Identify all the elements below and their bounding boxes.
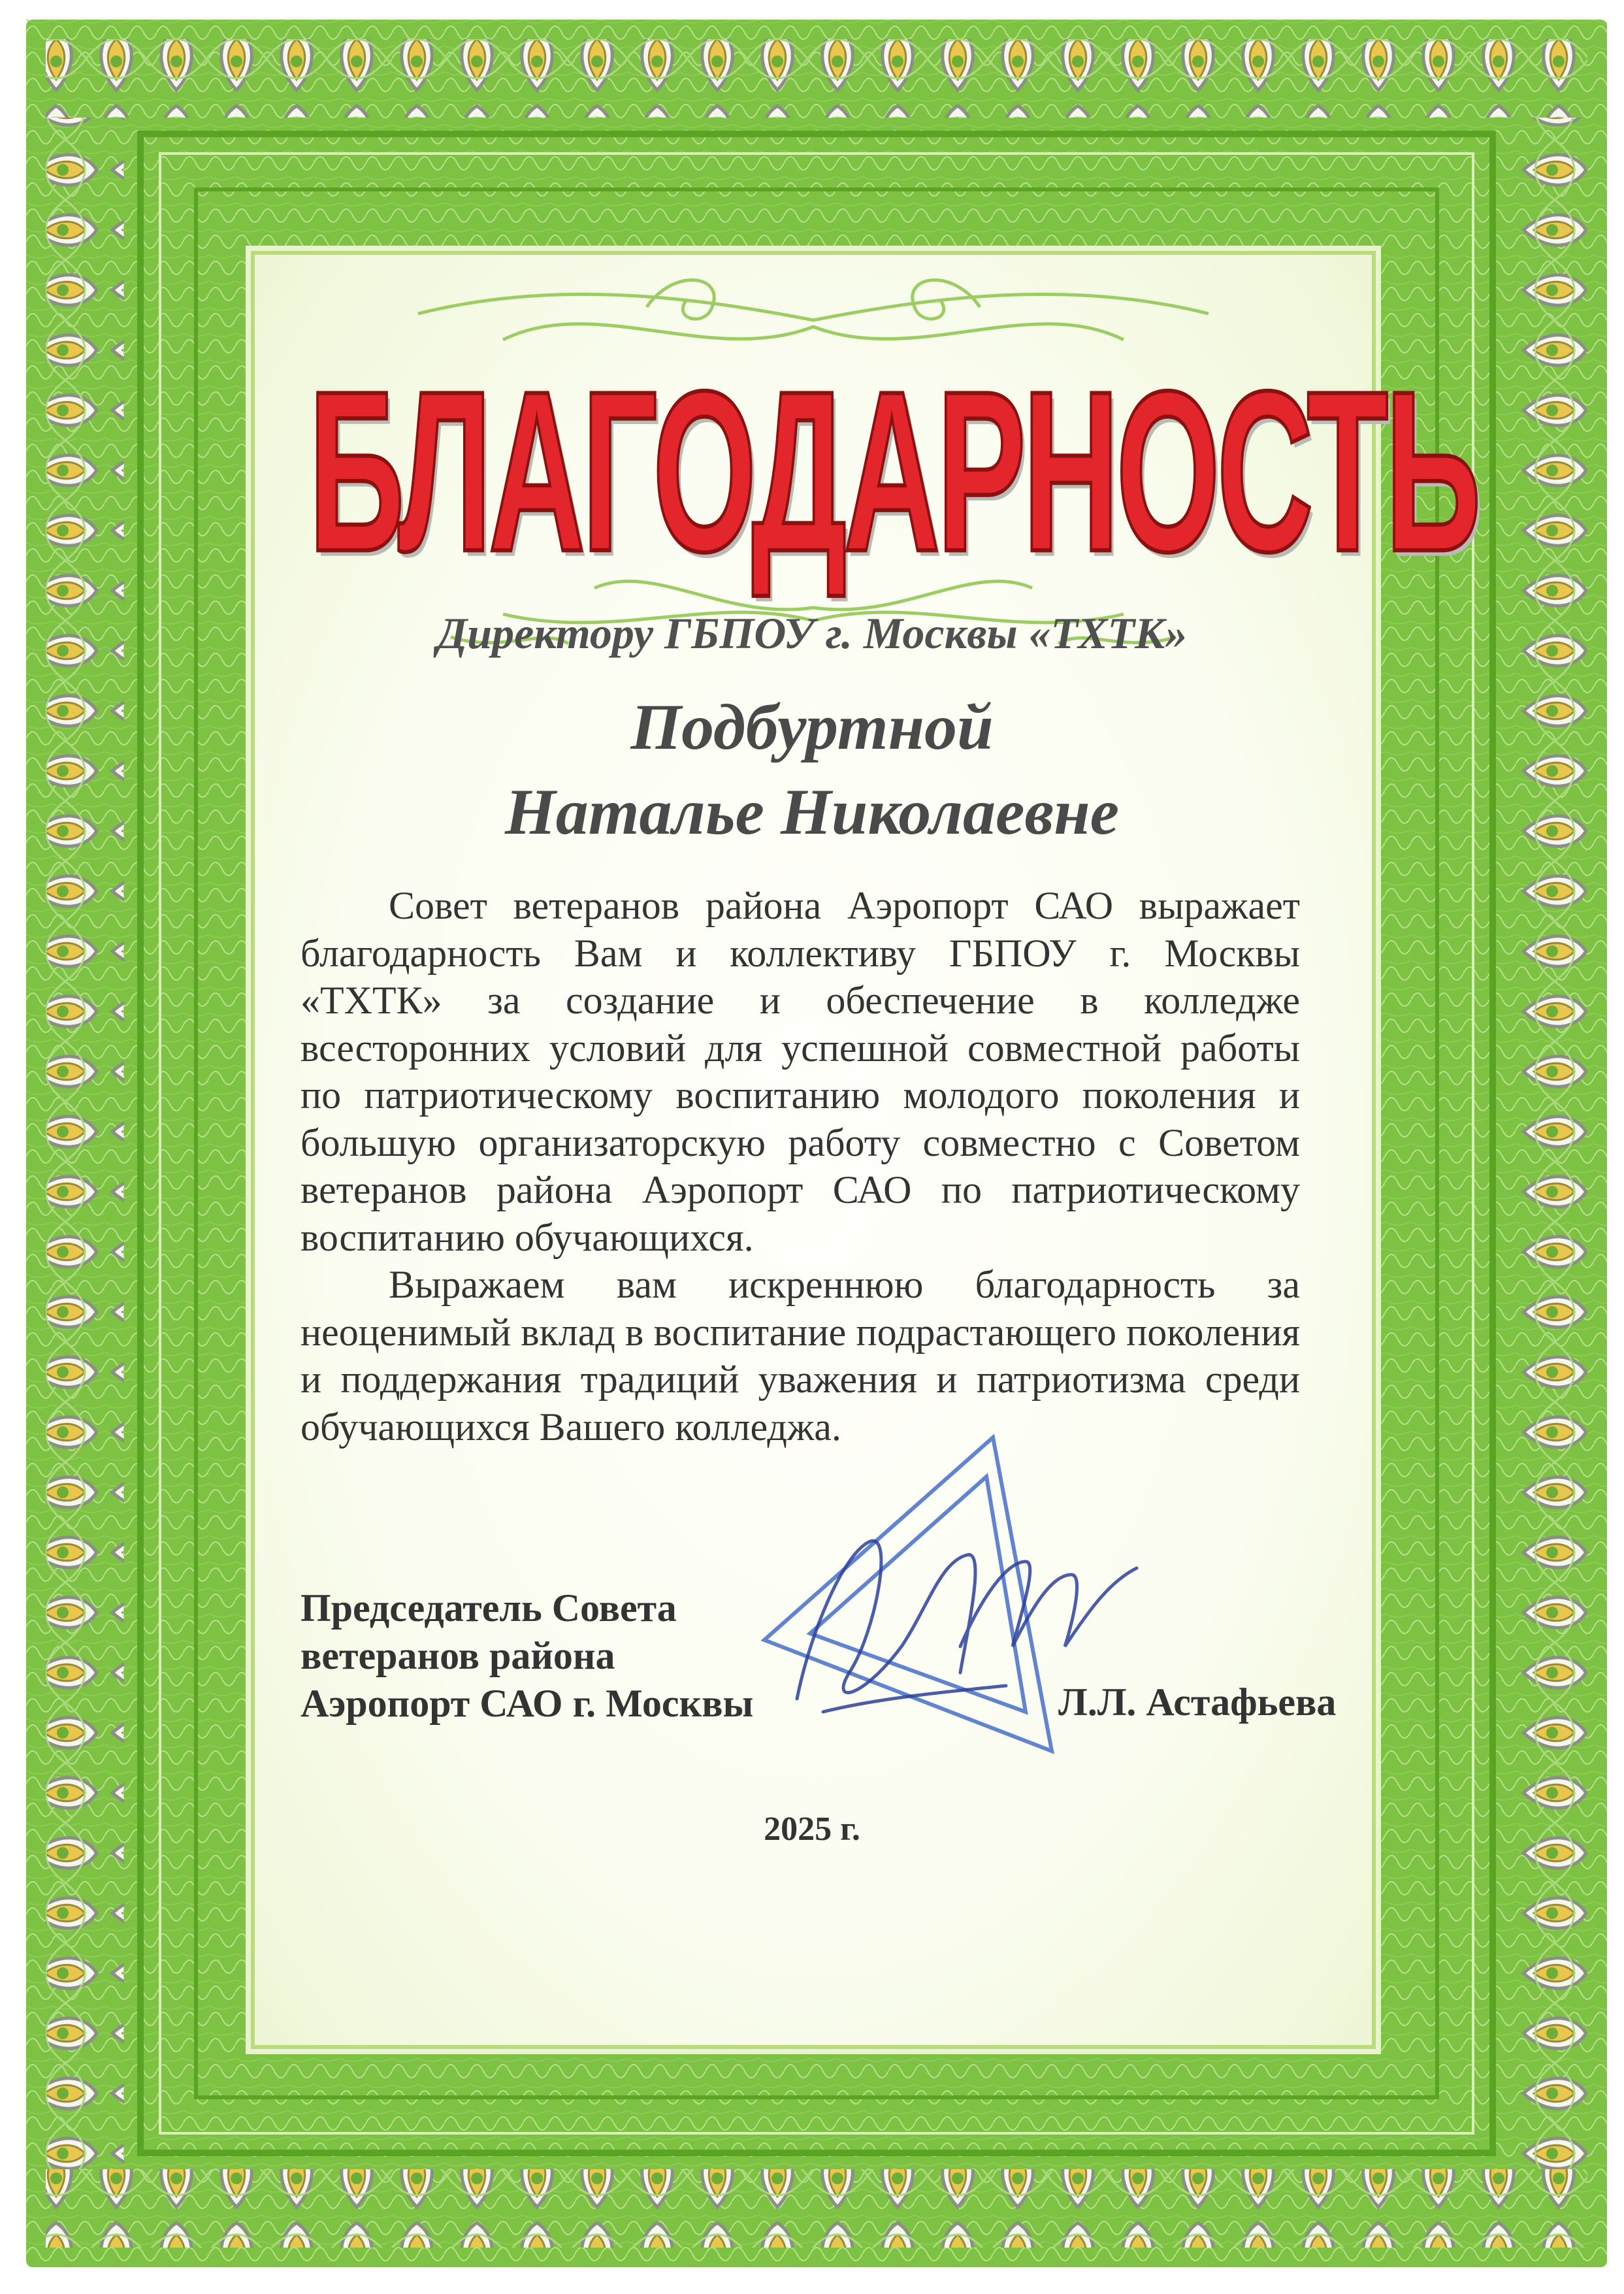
body-paragraph-2: Выражаем вам искреннюю благодарность за неоценимый вклад в воспитание подрастающего поколения и поддержания традиций уважения и патриотизма среди обучающихся Вашего колледжа. <box>300 1263 1300 1449</box>
recipient-position: Директору ГБПОУ г. Москвы «ТХТК» <box>436 608 1188 658</box>
signatory-line-3: Аэропорт САО г. Москвы <box>300 1682 754 1725</box>
signatory-title <box>300 1584 753 1728</box>
certificate-title: БЛАГОДАРНОСТЬ <box>308 343 1478 599</box>
recipient-surname: Подбуртной <box>630 691 994 763</box>
handwritten-signature <box>771 1503 1176 1751</box>
signatory-line-2: ветеранов района <box>300 1634 615 1677</box>
signatory-line-1: Председатель Совета <box>300 1586 677 1630</box>
signatory-name: Л.Л. Астафьева <box>1058 1680 1337 1724</box>
recipient-name: Наталье Николаевне <box>504 776 1120 848</box>
body-paragraph-1: Совет ветеранов района Аэропорт САО выражает благодарность Вам и коллективу ГБПОУ г. Москвы «ТХТК» за создание и обеспечение в колледже всесторонних условий для успешной совместной работы по патриотическому воспитанию молодого поколения и большую организаторскую работу совместно с Советом ветеранов района Аэропорт САО по патриотическому воспитанию обучающихся. <box>300 884 1300 1259</box>
certificate-year: 2025 г. <box>764 1811 860 1848</box>
certificate-body <box>300 882 1300 1450</box>
